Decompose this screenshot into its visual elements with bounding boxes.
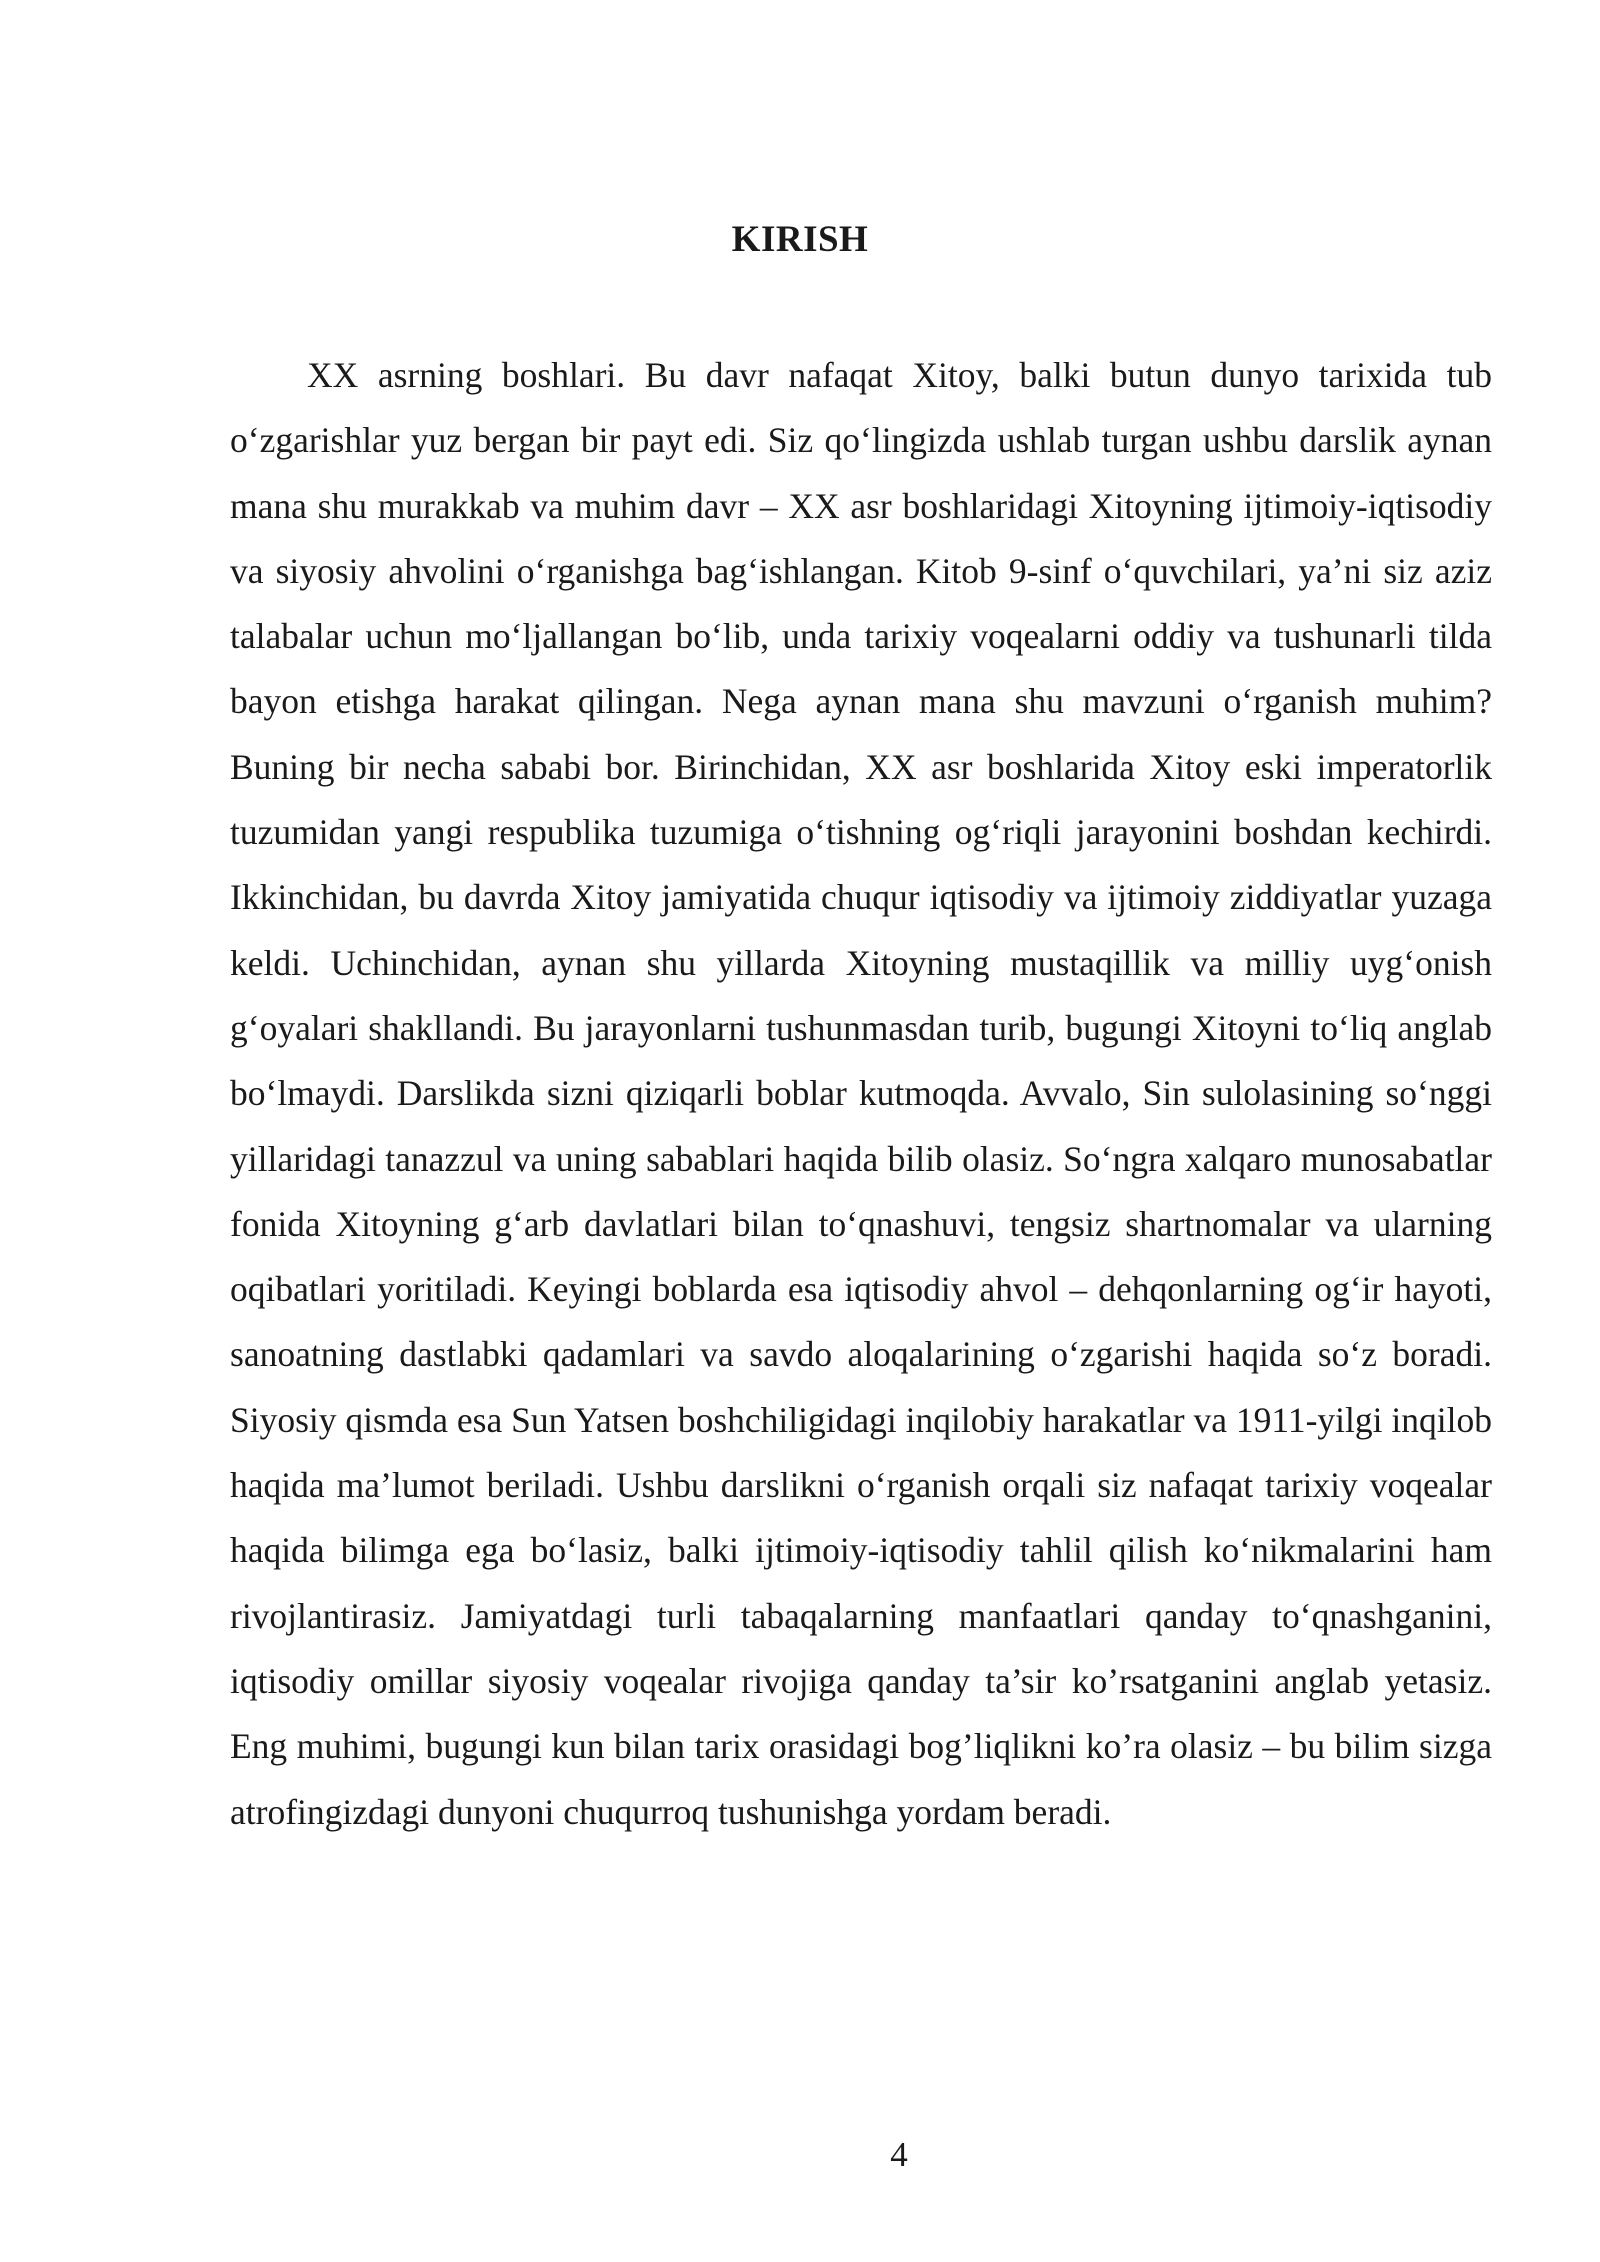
body-paragraph: XX asrning boshlari. Bu davr nafaqat Xitoy, balki butun dunyo tarixida tub o‘zgarishlar yuz bergan bir payt edi. Siz qo‘lingizda ushlab turgan ushbu darslik aynan mana shu murakkab va muhim davr – XX asr boshlaridagi Xitoyning ijtimoiy-iqtisodiy va siyosiy ahvolini o‘rganishga bag‘ishlangan. Kitob 9-sinf o‘quvchilari, ya’ni siz aziz talabalar uchun mo‘ljallangan bo‘lib, unda tarixiy voqealarni oddiy va tushunarli tilda bayon etishga harakat qilingan. Nega aynan mana shu mavzuni o‘rganish muhim? Buning bir necha sababi bor. Birinchidan, XX asr boshlarida Xitoy eski imperatorlik tuzumidan yangi respublika tuzumiga o‘tishning og‘riqli jarayonini boshdan kechirdi. Ikkinchidan, bu davrda Xitoy jamiyatida chuqur iqtisodiy va ijtimoiy ziddiyatlar yuzaga keldi. Uchinchidan, aynan shu yillarda Xitoyning mustaqillik va milliy uyg‘onish g‘oyalari shakllandi. Bu jarayonlarni tushunmasdan turib, bugungi Xitoyni to‘liq anglab bo‘lmaydi. Darslikda sizni qiziqarli boblar kutmoqda. Avvalo, Sin sulolasining so‘nggi yillaridagi tanazzul va uning sabablari haqida bilib olasiz. So‘ngra xalqaro munosabatlar fonida Xitoyning g‘arb davlatlari bilan to‘qnashuvi, tengsiz shartnomalar va ularning oqibatlari yoritiladi. Keyingi boblarda esa iqtisodiy ahvol – dehqonlarning og‘ir hayoti, sanoatning dastlabki qadamlari va savdo aloqalarining o‘zgarishi haqida so‘z boradi. Siyosiy qismda esa Sun Yatsen boshchiligidagi inqilobiy harakatlar va 1911-yilgi inqilob haqida ma’lumot beriladi. Ushbu darslikni o‘rganish orqali siz nafaqat tarixiy voqealar haqida bilimga ega bo‘lasiz, balki ijtimoiy-iqtisodiy tahlil qilish ko‘nikmalarini ham rivojlantirasiz. Jamiyatdagi turli tabaqalarning manfaatlari qanday to‘qnashganini, iqtisodiy omillar siyosiy voqealar rivojiga qanday ta’sir ko’rsatganini anglab yetasiz. Eng muhimi, bugungi kun bilan tarix orasidagi bog’liqlikni ko’ra olasiz – bu bilim sizga atrofingizdagi dunyoni chuqurroq tushunishga yordam beradi. [230,355,1492,1832]
page-number: 4 [890,2135,908,2174]
page-title: KIRISH [731,219,869,260]
page-number-container [0,2133,1600,2177]
